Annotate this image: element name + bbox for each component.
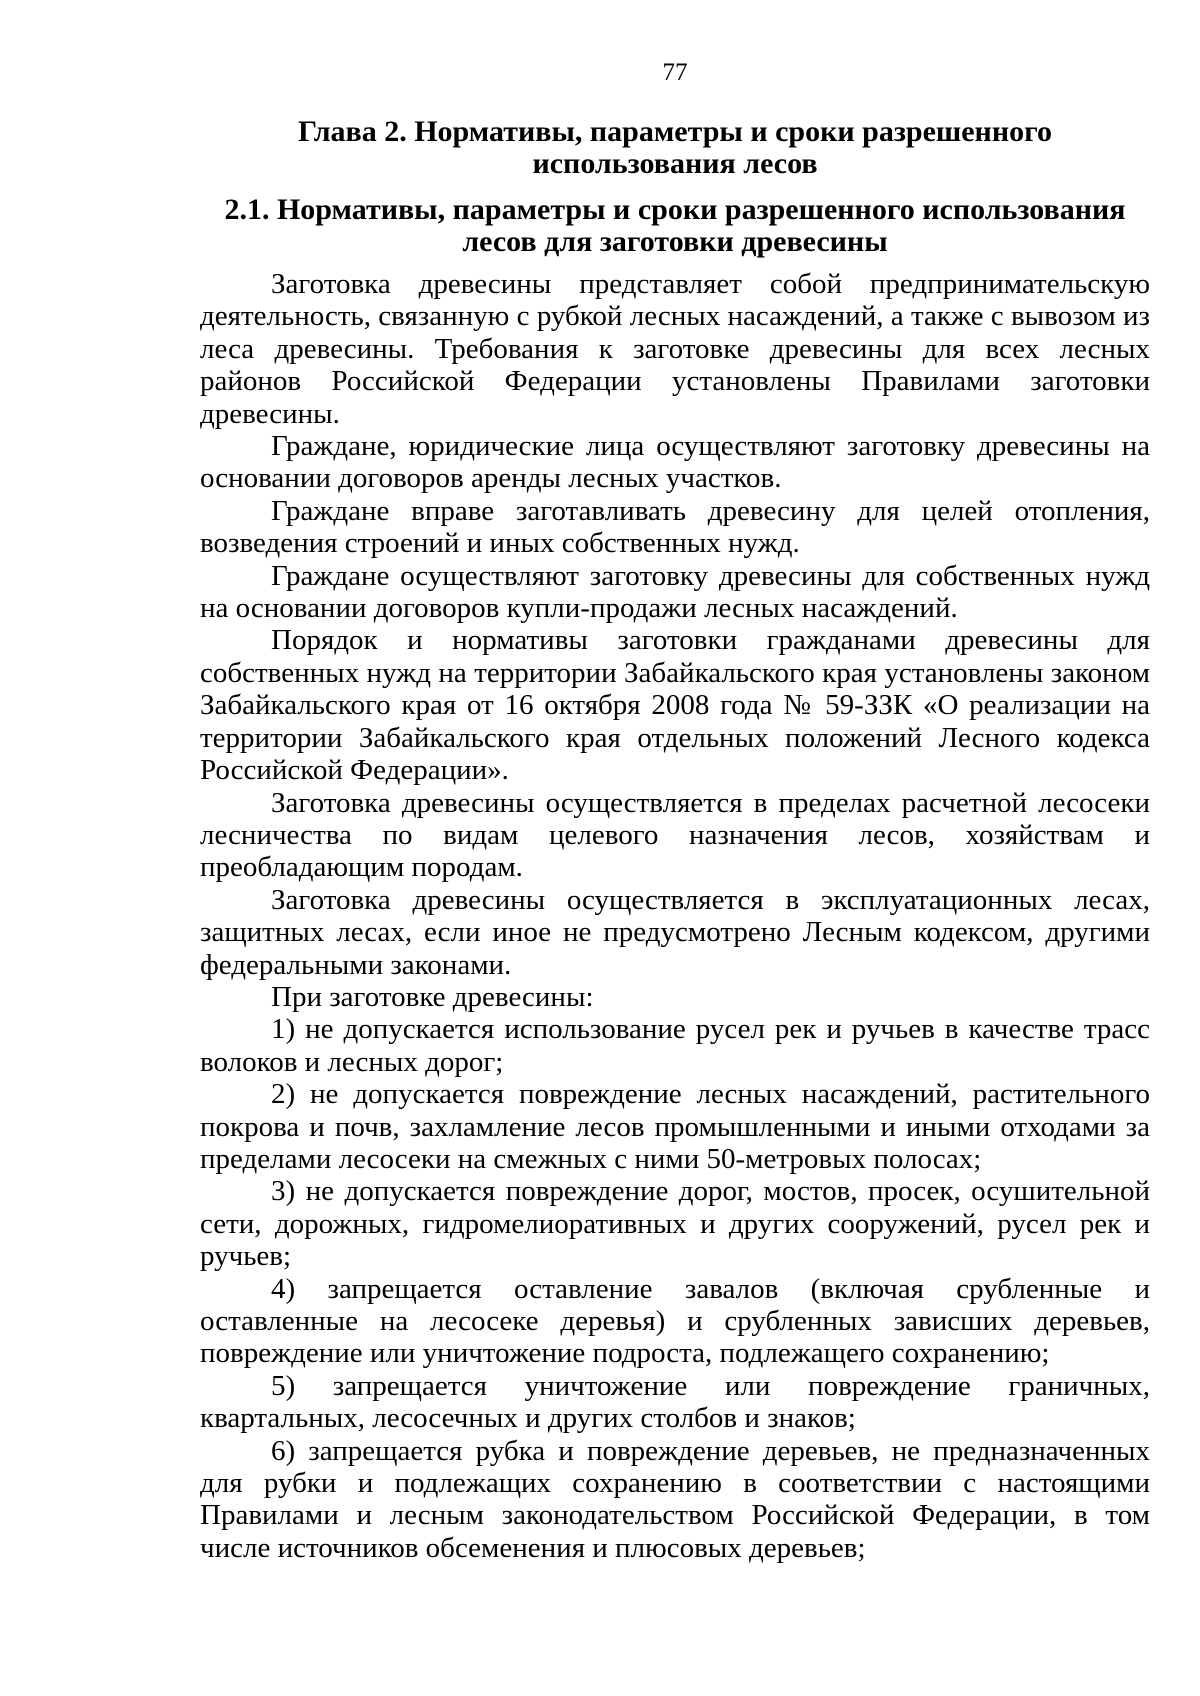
list-item-4: 4) запрещается оставление завалов (включая срубленные и оставленные на лесосеке деревья) и срубленных зависших деревьев, повреждение или уничтожение подроста, подлежащего сохранению; [200, 1272, 1150, 1370]
paragraph-own-needs-contract: Граждане осуществляют заготовку древесины для собственных нужд на основании договоров купли-продажи лесных насаждений. [200, 559, 1150, 625]
section-title: 2.1. Нормативы, параметры и сроки разрешенного использования лесов для заготовки древесины [224, 193, 1126, 258]
paragraph-list-intro: При заготовке древесины: [271, 980, 594, 1013]
page-number: 77 [662, 59, 688, 86]
list-item-3: 3) не допускается повреждение дорог, мостов, просек, осушительной сети, дорожных, гидромелиоративных и других сооружений, русел рек и ручьев; [200, 1175, 1150, 1273]
paragraph-allowable-cut: Заготовка древесины осуществляется в пределах расчетной лесосеки лесничества по видам целевого назначения лесов, хозяйствам и преобладающим породам. [200, 786, 1150, 884]
paragraph-own-needs-right: Граждане вправе заготавливать древесину для целей отопления, возведения строений и иных собственных нужд. [200, 494, 1150, 560]
paragraph-regional-law: Порядок и нормативы заготовки гражданами древесины для собственных нужд на территории Забайкальского края установлены законом Забайкальского края от 16 октября 2008 года № 59-ЗЗК «О реализации на территории Забайкальского края отдельных положений Лесного кодекса Российской Федерации». [200, 624, 1150, 787]
list-item-1: 1) не допускается использование русел рек и ручьев в качестве трасс волоков и лесных дорог; [200, 1013, 1150, 1078]
list-item-2: 2) не допускается повреждение лесных насаждений, растительного покрова и почв, захламление лесов промышленными и иными отходами за пределами лесосеки на смежных с ними 50-метровых полосах; [200, 1078, 1150, 1175]
list-item-6: 6) запрещается рубка и повреждение деревьев, не предназначенных для рубки и подлежащих сохранению в соответствии с настоящими Правилами и лесным законодательством Российской Федерации, в том числе источников обсеменения и плюсовых деревьев; [200, 1434, 1150, 1564]
paragraph-lease: Граждане, юридические лица осуществляют заготовку древесины на основании договоров аренды лесных участков. [200, 430, 1150, 495]
document-page [200, 58, 1150, 1564]
list-item-5: 5) запрещается уничтожение или повреждение граничных, квартальных, лесосечных и других столбов и знаков; [200, 1369, 1150, 1435]
chapter-title: Глава 2. Нормативы, параметры и сроки разрешенного использования лесов [297, 115, 1052, 180]
body-text [200, 268, 1150, 1564]
paragraph-intro: Заготовка древесины представляет собой предпринимательскую деятельность, связанную с рубкой лесных насаждений, а также с вывозом из леса древесины. Требования к заготовке древесины для всех лесных районов Российской Федерации установлены Правилами заготовки древесины. [200, 268, 1150, 430]
paragraph-forest-types: Заготовка древесины осуществляется в эксплуатационных лесах, защитных лесах, если иное не предусмотрено Лесным кодексом, другими федеральными законами. [200, 883, 1150, 981]
